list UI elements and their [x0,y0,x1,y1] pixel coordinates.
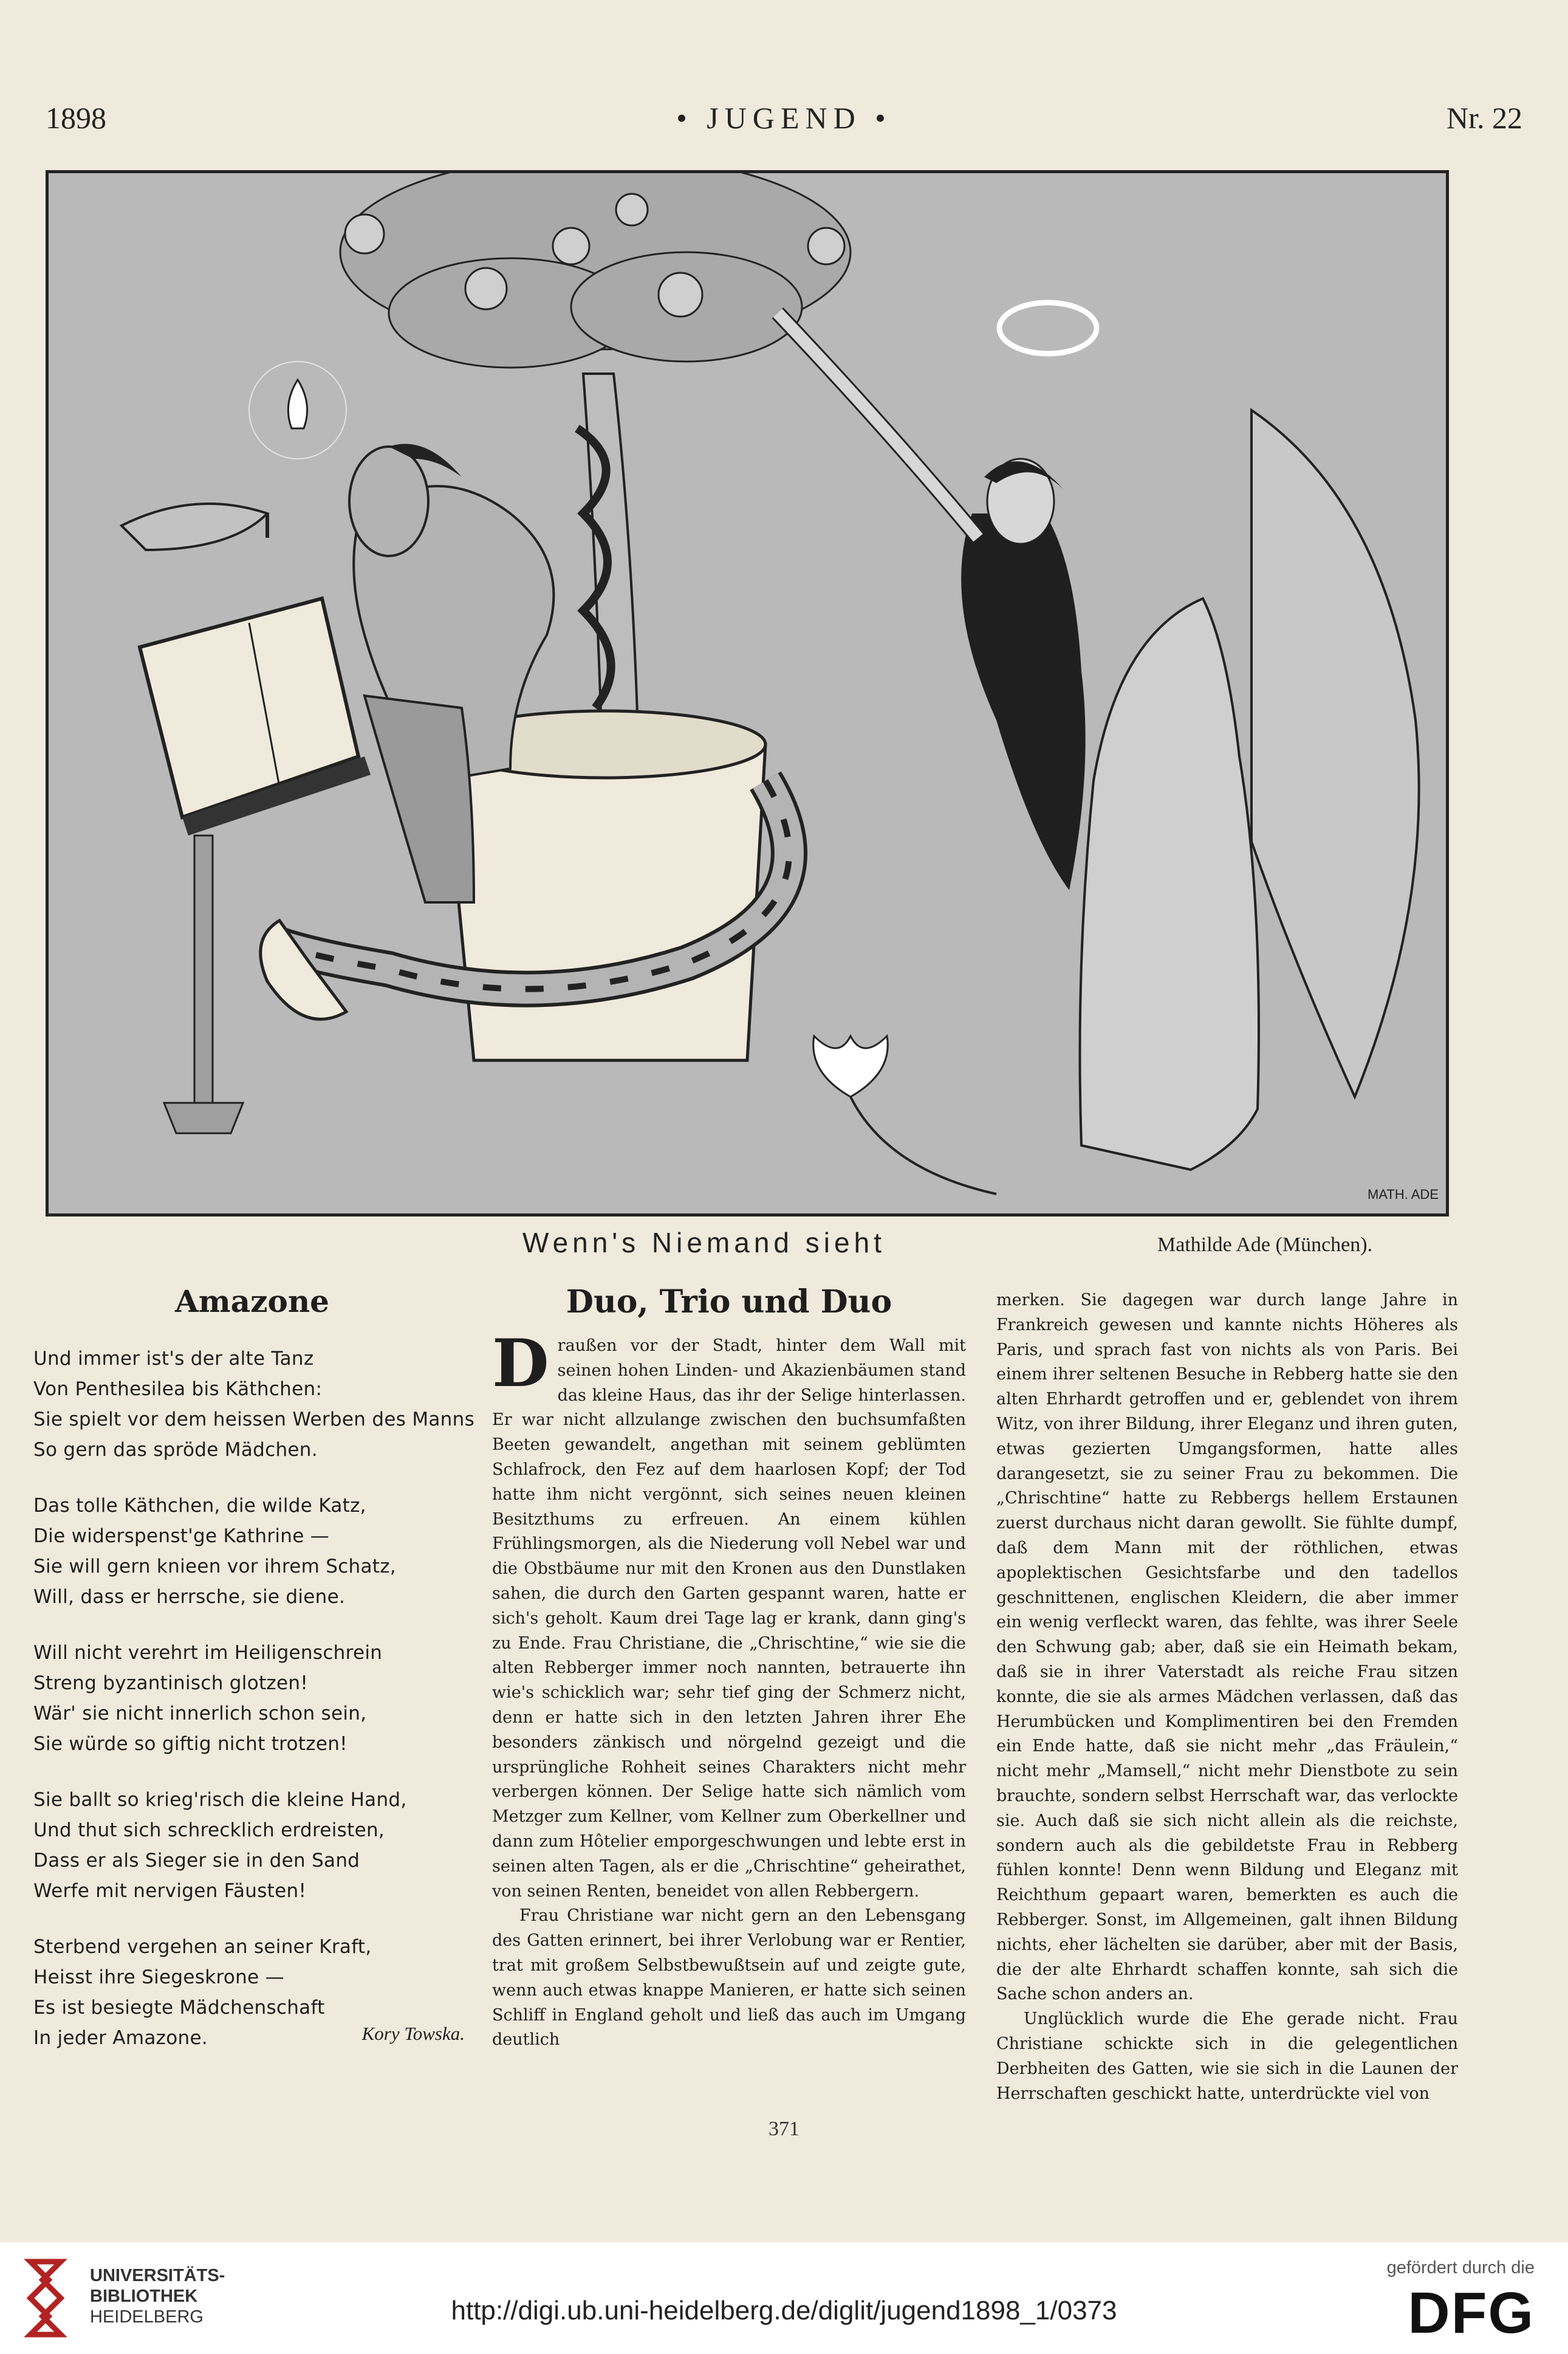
poem-stanza-3 [33,1638,471,1759]
poem-column [33,1283,475,2070]
poem-line: Heisst ihre Siegeskrone — [33,1966,284,1988]
story-column-1 [492,1283,966,2053]
story-dropcap: D [492,1325,549,1402]
illustration-caption: Wenn's Niemand sieht [522,1227,886,1258]
source-url-link[interactable]: http://digi.ub.uni-heidelberg.de/diglit/jugend1898_1/0373 [451,2296,1117,2325]
poem-stanza-4 [33,1785,471,1906]
poem-line: Es ist besiegte Mädchenschaft [33,1997,325,2019]
university-line-1: UNIVERSITÄTS- [90,2266,225,2285]
poem-line: Sie ballt so krieg'risch die kleine Hand, [33,1789,407,1811]
illustration-drawing [49,173,1446,1213]
poem-author: Kory Towska. [361,2023,465,2044]
poem-stanza-5 [33,1932,471,2049]
poem-title: Amazone [174,1283,329,1319]
poem-line: Will, dass er herrsche, sie diene. [33,1586,346,1608]
header-year: 1898 [46,101,106,135]
page-header [46,100,1522,143]
poem-line: Das tolle Käthchen, die wilde Katz, [33,1495,366,1517]
poem-stanza-1 [33,1343,475,1465]
poem-line: Will nicht verehrt im Heiligenschrein [33,1642,383,1664]
poem-line: Sie spielt vor dem heissen Werben des Manns [33,1409,475,1430]
university-line-3: HEIDELBERG [90,2307,204,2327]
header-magazine-title: • JUGEND • [676,101,892,135]
university-line-2: BIBLIOTHEK [90,2287,198,2306]
story-paragraph-2: Frau Christiane war nicht gern an den Lebensgang des Gatten erinnert, bei ihrer Verlobung war er Rentier, trat mit großem Selbstbewußtsein auf und zeigte gute, wenn auch etwas knappe Manieren, er hatte sich seinen Schliff in England geholt und ließ das auch im Umgang deutlich [492,1906,966,2050]
story-title: Duo, Trio und Duo [566,1283,892,1320]
illustration [46,170,1449,1216]
funded-by-label: gefördert durch die [1386,2258,1535,2277]
poem-line: In jeder Amazone. [33,2027,208,2049]
poem-line: Von Penthesilea bis Käthchen: [33,1378,323,1400]
poem-line: Die widerspenst'ge Kathrine — [33,1525,330,1547]
poem-line: Werfe mit nervigen Fäusten! [33,1880,307,1902]
story-column-2 [996,1288,1458,2106]
story-paragraph-4: Unglücklich wurde die Ehe gerade nicht. Frau Christiane schickte sich in die gelegentlichen Derbheiten des Gatten, wie sie sich in die Launen der Herrschaften geschickt hatte, unterdrückte viel von [996,2009,1458,2103]
header-issue-number: Nr. 22 [1446,101,1522,135]
story-paragraph-1-text: raußen vor der Stadt, hinter dem Wall mit seinen hohen Linden- und Akazienbäumen stand das kleine Haus, das ihr der Selige hinterlassen. Er war nicht allzulange zwischen den buchsumfaßten Beeten gewandelt, angethan mit seinem geblümten Schlafrock, den Fez auf dem haarlosen Kopf; der Tod hatte ihm nicht vergönnt, sich seines neuen kleinen Besitzthums zu erfreuen. An einem kühlen Frühlingsmorgen, als die Niederung voll Nebel war und die Obstbäume nur mit den Kronen aus den Dunstlaken sahen, die durch den Garten gespannt waren, hatte er sich's geholt. Kaum drei Tage lag er krank, dann ging's zu Ende. Frau Christiane, die „Chrischtine,“ wie sie die alten Rebberger immer noch nannten, betrauerte ihn wie's schicklich war; sehr tief ging der Schmerz nicht, denn er hatte sich in den letzten Jahren ihrer Ehe besonders zänkisch und nörgelnd gezeigt und die ursprüngliche Rohheit seines Charakters nicht mehr verbergen können. Der Selige hatte sich nämlich vom Metzger zum Kellner, vom Kellner zum Oberkellner und dann zum Hôtelier emporgeschwungen und lebte erst in seinen alten Tagen, als er die „Chrischtine“ geheirathet, von seinen Renten, beneidet von allen Rebbergern. [492,1336,966,1901]
poem-line: Und thut sich schrecklich erdreisten, [33,1819,385,1841]
illustration-signature: MATH. ADE [1368,1187,1439,1202]
dfg-logo[interactable]: DFG [1408,2280,1535,2345]
poem-line: Streng byzantinisch glotzen! [33,1672,309,1694]
poem-line: Wär' sie nicht innerlich schon sein, [33,1703,367,1724]
page-number: 371 [769,2118,799,2140]
footer-bar [0,2242,1568,2354]
poem-line: Sie würde so giftig nicht trotzen! [33,1733,347,1755]
poem-line: Und immer ist's der alte Tanz [33,1348,314,1370]
story-paragraph-1 [492,1325,966,1904]
poem-line: Sie will gern knieen vor ihrem Schatz, [33,1556,396,1577]
illustration-credit: Mathilde Ade (München). [1157,1234,1373,1256]
story-paragraph-3: merken. Sie dagegen war durch lange Jahre in Frankreich gewesen und kannte nichts Höheres als Paris, und sprach fast von nichts als von Paris. Bei einem ihrer seltenen Besuche in Rebberg hatte sie den alten Ehrhardt getroffen und er, geblendet von ihrem Witz, von ihrer Bildung, ihrer Eleganz und ihren guten, etwas gezierten Umgangsformen, hatte alles darangesetzt, sie zu seiner Frau zu bekommen. Die „Chrischtine“ hatte zu Rebbergs hellem Erstaunen zuerst durchaus nicht daran gewollt. Sie fühlte dumpf, daß dem Mann mit der röthlichen, etwas apoplektischen Gesichtsfarbe und den tadellos geschnittenen, englischen Kleidern, die aber immer ein wenig verfleckt waren, das fehlte, was ihrer Seele den Schwung gab; aber, daß sie ein Heimath bekam, daß sie in ihrer Vaterstadt als reiche Frau sitzen konnte, die sie als armes Mädchen verlassen, daß das Herumbücken und Komplimentiren bei den Fremden ein Ende hatte, daß sie nicht mehr „das Fräulein,“ nicht mehr „Mamsell,“ nicht mehr Dienstbote zu sein brauchte, sondern selbst Herrschaft war, das verlockte sie. Auch daß sie sich nicht allein als die reichste, sondern auch als die gebildetste Frau in Rebberg fühlen konnte! Denn wenn Bildung und Eleganz mit Reichthum gepaart waren, bemerkten es auch die Rebberger. Sonst, im Allgemeinen, galt ihnen Bildung nichts, eher lächelten sie darüber, aber mit der Basis, die der alte Ehrhardt schaffen konnte, sah sich die Sache schon anders an. [996,1291,1458,2004]
poem-line: So gern das spröde Mädchen. [33,1439,318,1461]
poem-stanza-2 [33,1491,471,1612]
poem-line: Dass er als Sieger sie in den Sand [33,1850,360,1872]
poem-line: Sterbend vergehen an seiner Kraft, [33,1936,372,1958]
